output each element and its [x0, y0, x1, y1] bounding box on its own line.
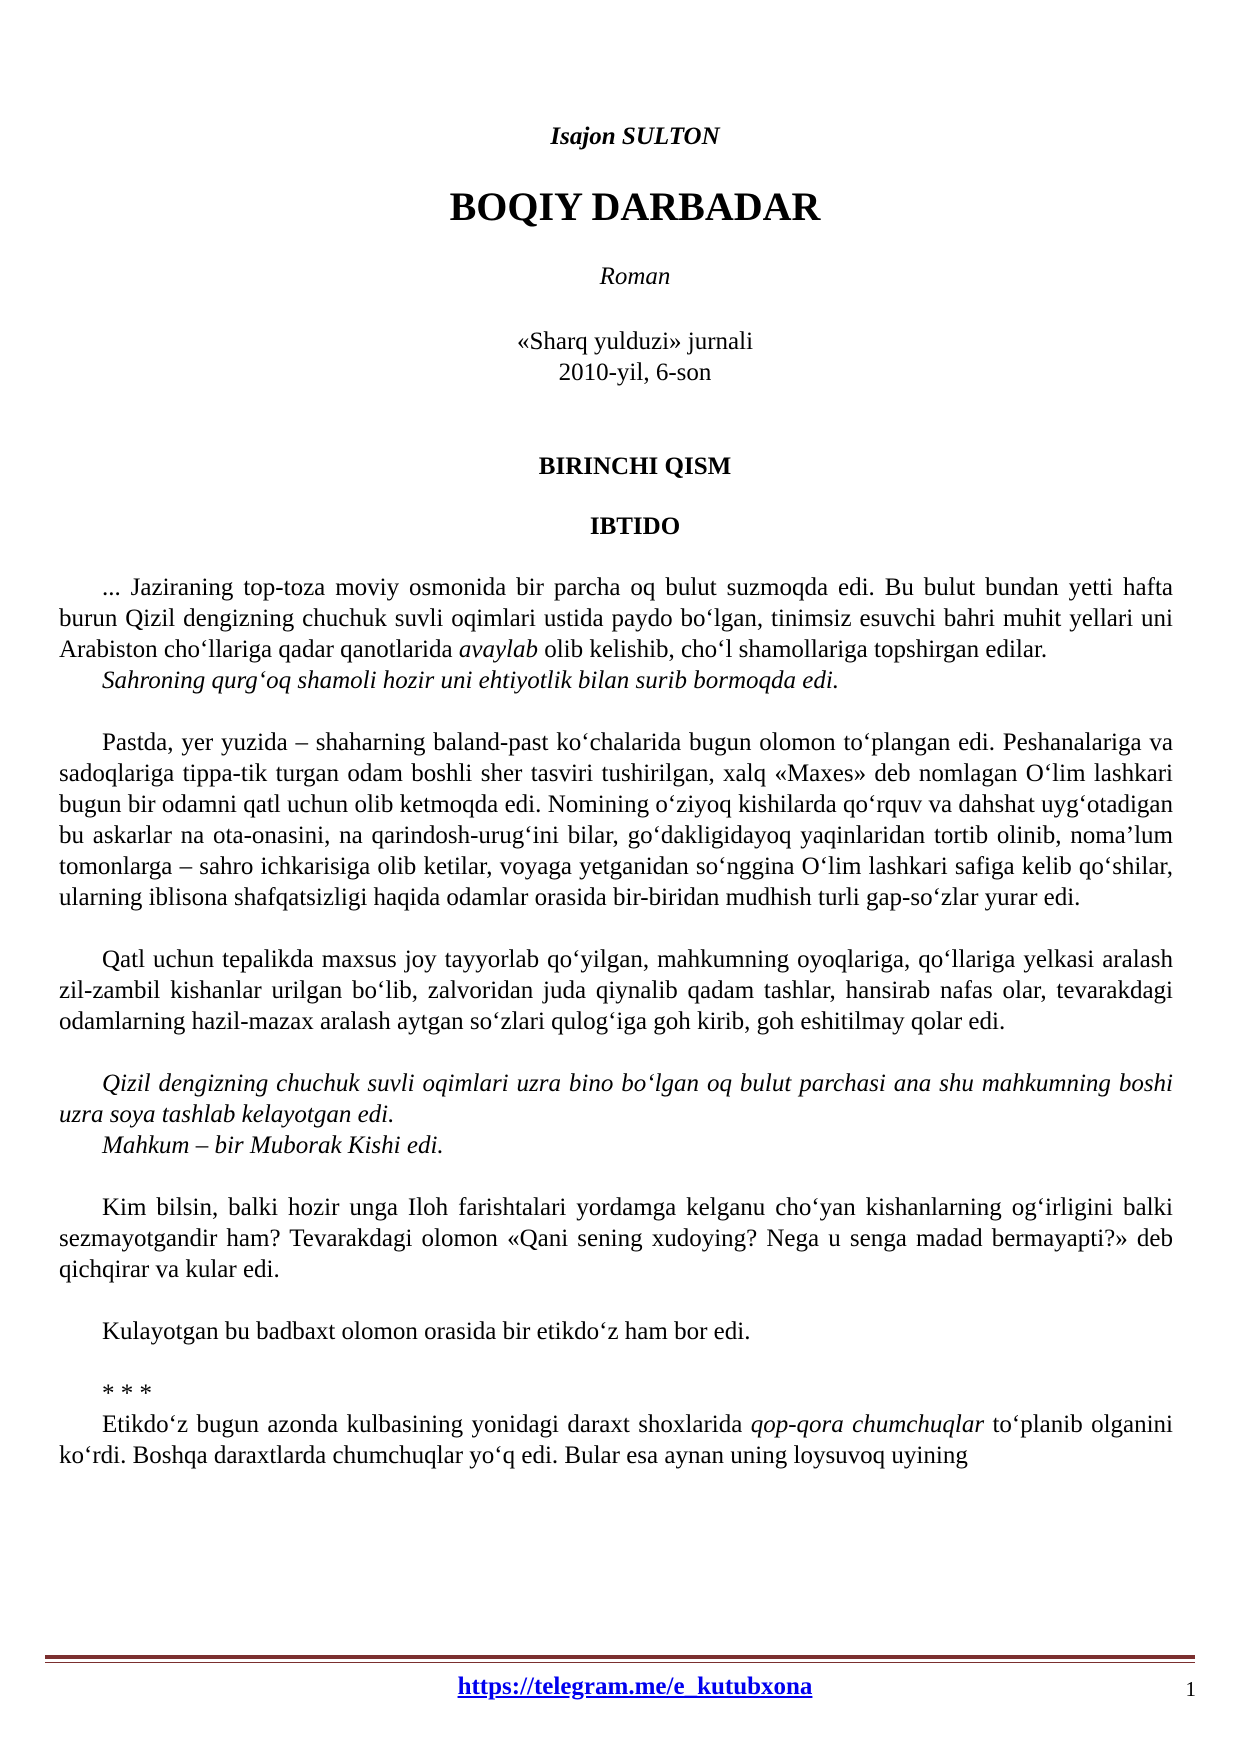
genre-label: Roman [599, 263, 671, 290]
book-title: BOQIY DARBADAR [449, 184, 821, 229]
paragraph-9 [59, 1409, 1173, 1471]
telegram-link[interactable]: https://telegram.me/e_kutubxona [457, 1673, 813, 1700]
paragraph-2: Sahroning qurg‘oq shamoli hozir uni ehtiyotlik bilan surib bormoqda edi. [102, 667, 840, 694]
paragraph-1-text-b: olib kelishib, cho‘l shamollariga topshirgan edilar. [537, 636, 1048, 663]
paragraph-1-italic: avaylab [458, 636, 538, 663]
part-title: BIRINCHI QISM [538, 453, 732, 480]
paragraph-3: Pastda, yer yuzida – shaharning baland-past ko‘chalarida bugun olomon to‘plangan edi. Peshanalariga va sadoqlariga tippa-tik turgan odam boshli sher tasviri tushirilgan, xalq «Maxes» deb nomlagan O‘lim lashkari bugun bir odamni qatl uchun olib ketmoqda edi. Nomining o‘ziyoq kishilarda qo‘rquv va dahshat uyg‘otadigan bu askarlar na ota-onasini, na qarindosh-urug‘ini bilar, go‘dakligidayoq yaqinlaridan tortib olinib, noma’lum tomonlarga – sahro ichkarisiga olib ketilar, voyaga yetganidan so‘nggina O‘lim lashkari safiga kelib qo‘shilar, ularning iblisona shafqatsizligi haqida odamlar orasida bir-biridan mudhish turli gap-so‘zlar yurar edi. [59, 729, 1173, 911]
paragraph-9-italic: qop-qora chumchuqlar [750, 1411, 985, 1438]
paragraph-1 [59, 572, 1173, 665]
publication-source [0, 326, 1241, 388]
paragraph-9-text-b: to‘planib olganini ko‘rdi. Boshqa daraxtlarda chumchuqlar yo‘q edi. Bular esa aynan uning loysuvoq uyining [59, 1411, 1174, 1469]
page-number: 1 [1185, 1677, 1196, 1701]
source-journal: «Sharq yulduzi» jurnali [516, 328, 754, 355]
author-name: Isajon SULTON [550, 123, 720, 150]
paragraph-9-text-a: Etikdo‘z bugun azonda kulbasining yonidagi daraxt shoxlarida [102, 1411, 751, 1438]
paragraph-4: Qatl uchun tepalikda maxsus joy tayyorlab qo‘yilgan, mahkumning oyoqlariga, qo‘llariga yelkasi aralash zil-zambil kishanlar urilgan bo‘lib, zalvoridan juda qiynalib qadam tashlar, hansirab nafas olar, tevarakdagi odamlarning hazil-mazax aralash aytgan so‘zlari qulog‘iga goh kirib, goh eshitilmay qolar edi. [59, 946, 1173, 1035]
paragraph-5: Qizil dengizning chuchuk suvli oqimlari uzra bino bo‘lgan oq bulut parchasi ana shu mahkumning boshi uzra soya tashlab kelayotgan edi. [59, 1070, 1173, 1128]
paragraph-7: Kim bilsin, balki hozir unga Iloh farishtalari yordamga kelganu cho‘yan kishanlarning og‘irligini balki sezmayotgandir ham? Tevarakdagi olomon «Qani sening xudoying? Nega u senga madad bermayapti?» deb qichqirar va kular edi. [59, 1194, 1173, 1283]
source-issue: 2010-yil, 6-son [558, 359, 712, 386]
footer-divider [45, 1655, 1195, 1659]
chapter-title: IBTIDO [589, 513, 681, 540]
section-separator: * * * [102, 1380, 152, 1407]
paragraph-6: Mahkum – bir Muborak Kishi edi. [102, 1132, 444, 1159]
paragraph-8: Kulayotgan bu badbaxt olomon orasida bir etikdo‘z ham bor edi. [102, 1318, 751, 1345]
body-text [59, 572, 1173, 1471]
paragraph-1-text-a: ... Jaziraning top-toza moviy osmonida bir parcha oq bulut suzmoqda edi. Bu bulut bundan yetti hafta burun Qizil dengizning chuchuk suvli oqimlari ustida paydo bo‘lgan, tinimsiz esuvchi bahri muhit yellari uni Arabiston cho‘llariga qadar qanotlarida [59, 574, 1173, 663]
footer-divider-thin [45, 1662, 1195, 1663]
